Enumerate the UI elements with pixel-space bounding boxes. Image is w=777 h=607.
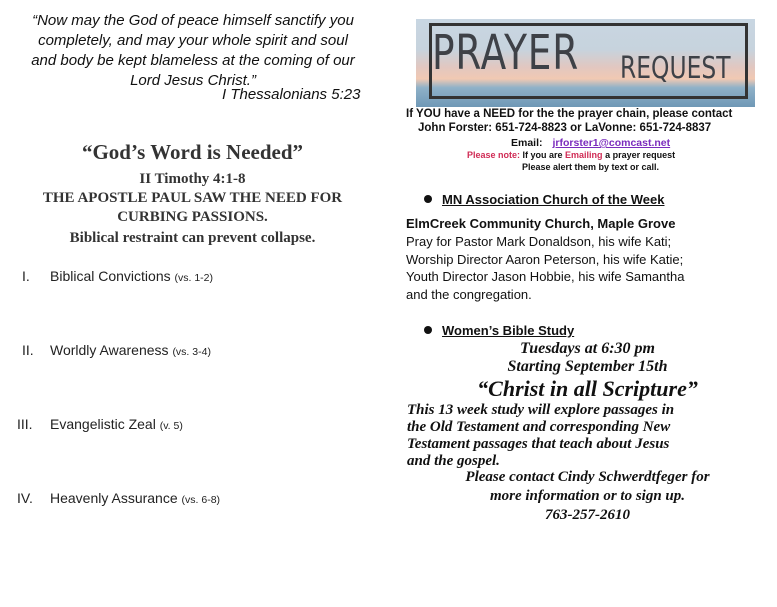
sermon-heading: CURBING PASSIONS. [117, 209, 268, 225]
email-label: Email: [511, 137, 543, 149]
note-text: If you are [520, 150, 566, 160]
church-name: ElmCreek Community Church, Maple Grove [406, 216, 676, 231]
note-text: a prayer request [602, 150, 676, 160]
banner-subword: REQUEST [620, 51, 731, 86]
study-description-line: This 13 week study will explore passages in [407, 402, 675, 418]
study-description-line: the Old Testament and corresponding New [407, 419, 671, 435]
church-prayer-line: Youth Director Jason Hobbie, his wife Samantha [406, 269, 685, 284]
quote-line: Lord Jesus Christ.” [130, 72, 256, 89]
study-day: Tuesdays at 6:30 pm [520, 340, 655, 357]
study-description-line: Testament passages that teach about Jesus [407, 436, 670, 452]
study-description-line: and the gospel. [407, 453, 500, 469]
outline-verses: (vs. 6-8) [181, 494, 221, 506]
outline-item [22, 268, 213, 284]
study-contact: Please contact Cindy Schwerdtfeger for [465, 469, 710, 485]
study-phone: 763-257-2610 [545, 507, 630, 523]
email-link[interactable]: jrforster1@comcast.net [552, 137, 671, 149]
prayer-chain-contacts: John Forster: 651-724-8823 or LaVonne: 651-724-8837 [418, 122, 712, 134]
outline-text: Biblical Convictions [50, 268, 175, 284]
outline-verses: (v. 5) [159, 420, 183, 432]
study-contact: more information or to sign up. [489, 488, 686, 504]
church-prayer-line: Worship Director Aaron Peterson, his wife Katie; [406, 252, 684, 267]
church-prayer-line: Pray for Pastor Mark Donaldson, his wife Kati; [406, 234, 672, 249]
study-start-date: Starting September 15th [507, 358, 668, 375]
church-of-week-label: MN Association Church of the Week [442, 192, 665, 207]
outline-number: I. [22, 268, 30, 284]
outline-number: II. [22, 342, 34, 358]
womens-study-label: Women’s Bible Study [442, 323, 575, 338]
bullet-icon [424, 326, 432, 334]
sermon-reference: II Timothy 4:1-8 [139, 171, 246, 187]
sermon-title: “God’s Word is Needed” [81, 140, 304, 164]
prayer-chain-intro: If YOU have a NEED for the the prayer chain, please contact [406, 108, 733, 120]
outline-item [22, 342, 211, 358]
outline-verses: (vs. 3-4) [172, 346, 211, 358]
outline-text: Heavenly Assurance [50, 490, 182, 506]
quote-line: “Now may the God of peace himself sanctify you [32, 12, 354, 29]
note-emphasis: Emailing [565, 150, 603, 160]
sermon-heading: THE APOSTLE PAUL SAW THE NEED FOR [42, 190, 343, 206]
outline-item [17, 416, 183, 432]
church-prayer-line: and the congregation. [406, 287, 532, 302]
note-row [467, 150, 675, 160]
scripture-quote [12, 11, 374, 91]
study-title: “Christ in all Scripture” [477, 376, 698, 401]
email-row [511, 137, 670, 149]
outline-verses: (vs. 1-2) [174, 272, 214, 284]
outline-number: IV. [17, 490, 33, 506]
quote-reference: I Thessalonians 5:23 [222, 86, 361, 103]
church-of-week-heading [424, 192, 664, 207]
outline-item [17, 490, 220, 506]
banner-word: PRAYER [432, 25, 580, 81]
quote-line: completely, and may your whole spirit and soul [38, 32, 348, 49]
womens-study-heading [424, 323, 574, 338]
quote-line: and body be kept blameless at the coming of our [31, 52, 355, 69]
outline-number: III. [17, 416, 33, 432]
alert-note: Please alert them by text or call. [522, 162, 660, 172]
outline-text: Evangelistic Zeal [50, 416, 160, 432]
outline-text: Worldly Awareness [50, 342, 173, 358]
sermon-tagline: Biblical restraint can prevent collapse. [69, 230, 316, 246]
bullet-icon [424, 195, 432, 203]
note-label: Please note: [467, 150, 521, 160]
